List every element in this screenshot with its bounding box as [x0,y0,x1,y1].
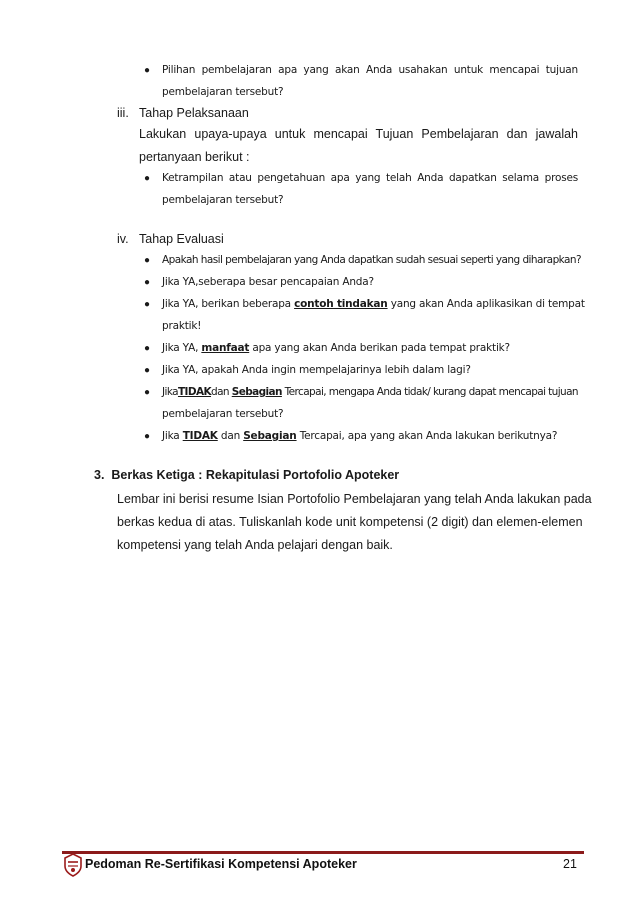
bullet-dot: ● [144,299,151,310]
text-run: Tercapai, mengapa Anda tidak/ kurang dapat mencapai tujuan [284,386,578,398]
emphasis-text: Sebagian [231,386,282,398]
section-title: Tahap Pelaksanaan [139,106,249,120]
bullet-dot: ● [144,431,151,442]
page-number: 21 [563,857,577,871]
paragraph-line: Apakah hasil pembelajaran yang Anda dapatkan sudah sesuai seperti yang diharapkan? [162,254,582,266]
paragraph-line [162,386,578,398]
footer-title: Pedoman Re-Sertifikasi Kompetensi Apoteker [85,857,357,871]
paragraph-line: Ketrampilan atau pengetahuan apa yang telah Anda dapatkan selama proses [162,172,578,184]
text-run: dan [211,386,229,398]
paragraph-line: pertanyaan berikut : [139,150,250,164]
text-run: Jika YA, [162,342,199,354]
paragraph-line: Pilihan pembelajaran apa yang akan Anda usahakan untuk mencapai tujuan [162,64,578,76]
paragraph-line: praktik! [162,320,202,332]
emphasis-text: TIDAK [182,430,218,442]
section-numeral: iii. [117,106,129,120]
paragraph-line: Jika YA, apakah Anda ingin mempelajarinya lebih dalam lagi? [162,364,471,376]
text-run: yang akan Anda aplikasikan di tempat [390,298,585,310]
emphasis-text: TIDAK [177,386,212,398]
paragraph-line: Lakukan upaya-upaya untuk mencapai Tujuan Pembelajaran dan jawalah [139,127,578,141]
paragraph-line [162,430,557,442]
paragraph-line: Lembar ini berisi resume Isian Portofolio Pembelajaran yang telah Anda lakukan pada [117,492,592,506]
section-heading: 3. Berkas Ketiga : Rekapitulasi Portofolio Apoteker [94,468,400,482]
paragraph-line: pembelajaran tersebut? [162,86,284,98]
emphasis-text: manfaat [201,342,250,354]
paragraph-line: pembelajaran tersebut? [162,194,284,206]
bullet-dot: ● [144,365,151,376]
section-title: Tahap Evaluasi [139,232,224,246]
text-run: Jika YA, berikan beberapa [162,298,291,310]
footer-divider [62,851,584,854]
bullet-dot: ● [144,387,151,398]
text-run: dan [220,430,241,442]
paragraph-line: berkas kedua di atas. Tuliskanlah kode unit kompetensi (2 digit) dan elemen-elemen [117,515,583,529]
bullet-dot: ● [144,277,151,288]
bullet-dot: ● [144,65,151,76]
bullet-dot: ● [144,173,151,184]
text-run: apa yang akan Anda berikan pada tempat praktik? [252,342,510,354]
text-run: Jika [162,386,178,398]
paragraph-line: Jika YA,seberapa besar pencapaian Anda? [162,276,374,288]
bullet-dot: ● [144,343,151,354]
paragraph-line [162,342,510,354]
emphasis-text: Sebagian [243,430,297,442]
paragraph-line: kompetensi yang telah Anda pelajari dengan baik. [117,538,393,552]
paragraph-line: pembelajaran tersebut? [162,408,284,420]
text-run: Jika [162,430,180,442]
paragraph-line [162,298,585,310]
section-numeral: iv. [117,232,129,246]
emphasis-text: contoh tindakan [294,298,388,310]
bullet-dot: ● [144,255,151,266]
logo-icon [63,853,83,877]
text-run: Tercapai, apa yang akan Anda lakukan berikutnya? [299,430,558,442]
